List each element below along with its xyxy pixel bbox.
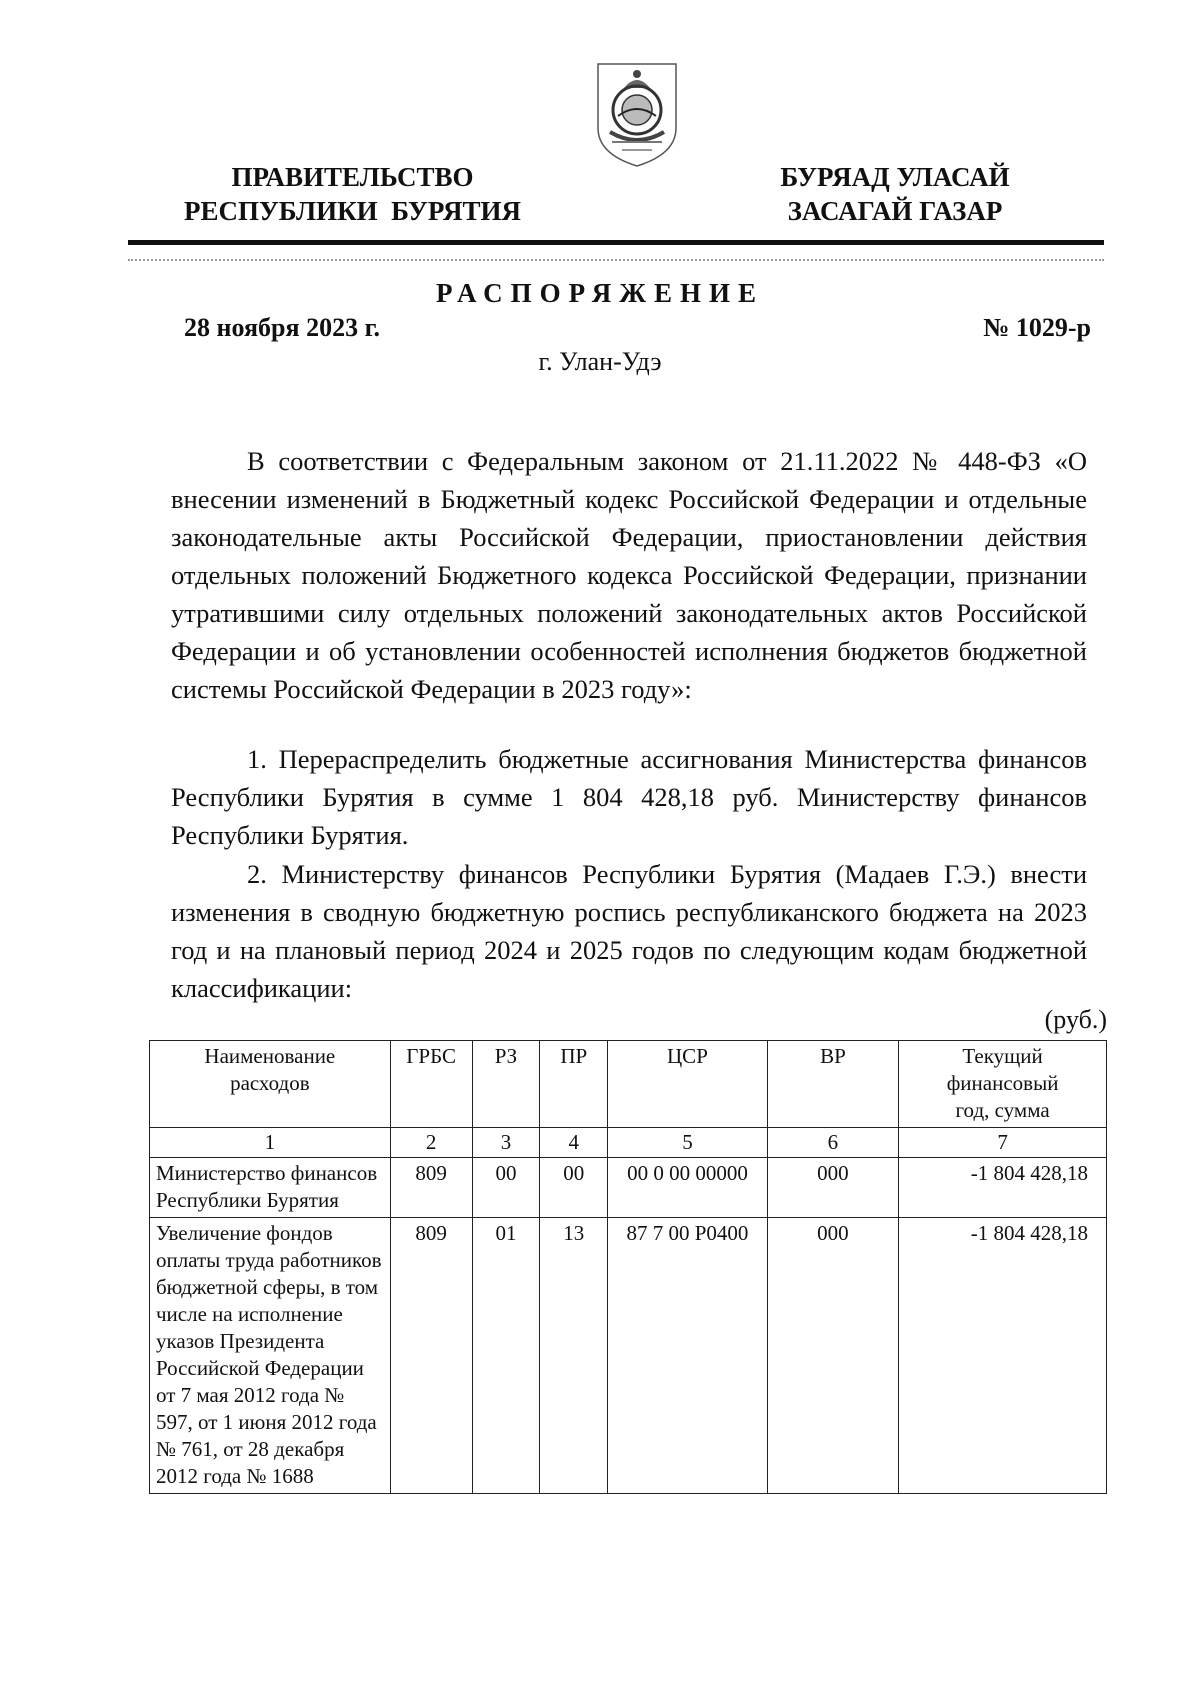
header-left-line-2: РЕСПУБЛИКИ БУРЯТИЯ — [183, 196, 522, 226]
header-amount: Текущий финансовый год, сумма — [899, 1041, 1107, 1128]
col-number: 5 — [608, 1128, 767, 1158]
header-right-line-1: БУРЯАД УЛАСАЙ — [780, 162, 1010, 192]
document-title: РАСПОРЯЖЕНИЕ — [435, 278, 765, 308]
header-csr: ЦСР — [608, 1041, 767, 1128]
header-divider-thin — [128, 259, 1104, 261]
row-pr: 13 — [540, 1218, 608, 1494]
col-number: 4 — [540, 1128, 608, 1158]
row-rz: 01 — [472, 1218, 540, 1494]
budget-table — [149, 1040, 1107, 1494]
row-name: Министерство финансов Республики Бурятия — [150, 1158, 391, 1218]
header-rz: РЗ — [472, 1041, 540, 1128]
col-number: 2 — [390, 1128, 472, 1158]
row-csr: 00 0 00 00000 — [608, 1158, 767, 1218]
row-csr: 87 7 00 Р0400 — [608, 1218, 767, 1494]
document-city: г. Улан-Удэ — [538, 347, 662, 376]
header-grbs: ГРБС — [390, 1041, 472, 1128]
row-name: Увеличение фондов оплаты труда работников бюджетной сферы, в том числе на исполнение указов Президента Российской Федерации от 7 мая 2012 года № 597, от 1 июня 2012 года № 761, от 28 декабря 2012 года № 1688 — [150, 1218, 391, 1494]
document-number: № 1029-р — [983, 313, 1091, 342]
header-left — [165, 160, 540, 228]
table-row — [150, 1218, 1107, 1494]
item-2-block — [171, 855, 1087, 1007]
row-grbs: 809 — [390, 1158, 472, 1218]
item-1-block — [171, 740, 1087, 854]
row-rz: 00 — [472, 1158, 540, 1218]
preamble-paragraph: В соответствии с Федеральным законом от 21.11.2022 № 448-ФЗ «О внесении изменений в Бюджетный кодекс Российской Федерации и отдельные законодательные акты Российской Федерации, приостановлении действия отдельных положений Бюджетного кодекса Российской Федерации, признании утратившими силу отдельных положений законодательных актов Российской Федерации и об установлении особенностей исполнения бюджетов бюджетной системы Российской Федерации в 2023 году»: — [171, 446, 1087, 704]
row-pr: 00 — [540, 1158, 608, 1218]
table-header-row — [150, 1041, 1107, 1128]
table-column-numbers-row — [150, 1128, 1107, 1158]
header-pr: ПР — [540, 1041, 608, 1128]
col-number: 1 — [150, 1128, 391, 1158]
header-vr: ВР — [767, 1041, 898, 1128]
preamble-block — [171, 442, 1087, 708]
document-date: 28 ноября 2023 г. — [184, 313, 380, 342]
row-amount: -1 804 428,18 — [899, 1158, 1107, 1218]
coat-of-arms-buryatia-icon — [592, 58, 682, 170]
row-vr: 000 — [767, 1218, 898, 1494]
col-number: 7 — [899, 1128, 1107, 1158]
col-number: 6 — [767, 1128, 898, 1158]
header-divider-thick — [128, 240, 1104, 245]
row-amount: -1 804 428,18 — [899, 1218, 1107, 1494]
header-right — [740, 160, 1050, 228]
row-grbs: 809 — [390, 1218, 472, 1494]
header-name: Наименование расходов — [150, 1041, 391, 1128]
col-number: 3 — [472, 1128, 540, 1158]
table-unit-label: (руб.) — [1044, 1005, 1107, 1034]
item-1-paragraph: 1. Перераспределить бюджетные ассигнования Министерства финансов Республики Бурятия в сумме 1 804 428,18 руб. Министерству финансов Республики Бурятия. — [171, 744, 1087, 850]
header-right-line-2: ЗАСАГАЙ ГАЗАР — [787, 196, 1003, 226]
row-vr: 000 — [767, 1158, 898, 1218]
table-row — [150, 1158, 1107, 1218]
header-left-line-1: ПРАВИТЕЛЬСТВО — [231, 162, 474, 192]
item-2-paragraph: 2. Министерству финансов Республики Бурятия (Мадаев Г.Э.) внести изменения в сводную бюджетную роспись республиканского бюджета на 2023 год и на плановый период 2024 и 2025 годов по следующим кодам бюджетной классификации: — [171, 859, 1087, 1003]
